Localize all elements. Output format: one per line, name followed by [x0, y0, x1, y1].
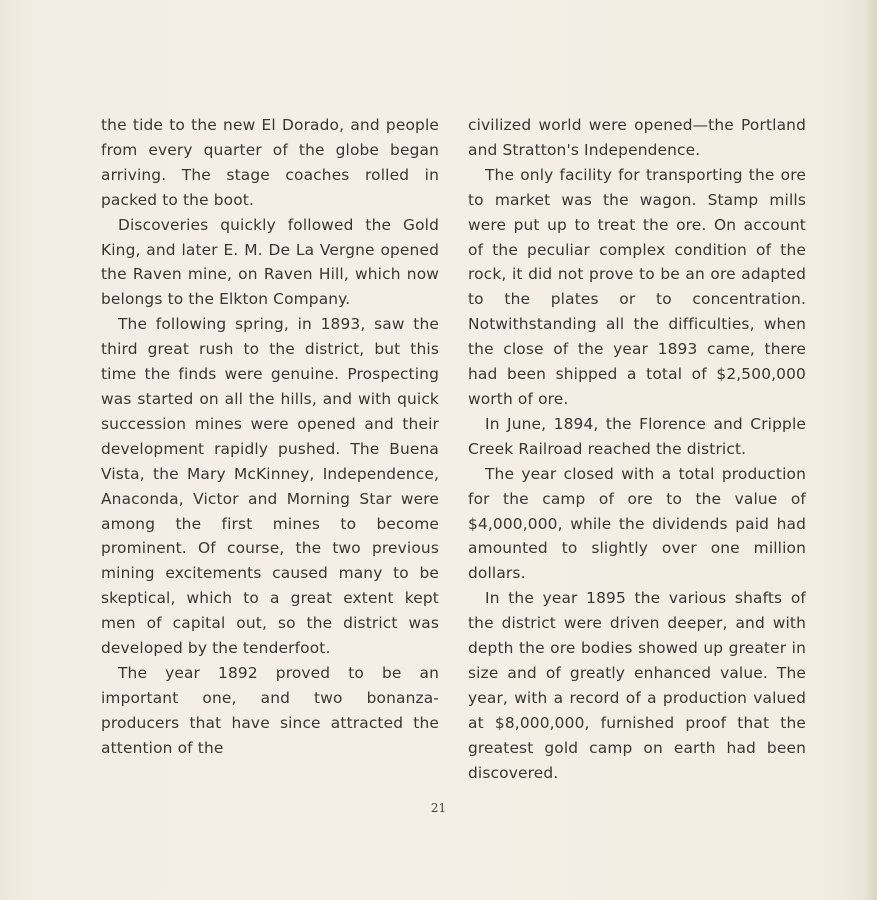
paragraph: The year 1892 proved to be an important one, and two bonanza-producers that have since attracted the attention of the: [101, 663, 439, 757]
paragraph: the tide to the new El Dorado, and people from every quarter of the globe began arriving. The stage coaches rolled in packed to the boot.: [101, 116, 439, 209]
paragraph: civilized world were opened—the Portland and Stratton's Independence.: [468, 116, 806, 159]
right-text-column: [468, 113, 806, 785]
paragraph: The only facility for transporting the ore to market was the wagon. Stamp mills were put up to treat the ore. On account of the peculiar complex condition of the rock, it did not prove to be an ore adapted to the plates or to concentration. Notwithstanding all the difficulties, when the close of the year 1893 came, there had been shipped a total of $2,500,000 worth of ore.: [468, 165, 806, 408]
paragraph: The following spring, in 1893, saw the third great rush to the district, but this time the finds were genuine. Prospecting was started on all the hills, and with quick succession mines were opened and their development rapidly pushed. The Buena Vista, the Mary McKinney, Independence, Anaconda, Victor and Morning Star were among the first mines to become prominent. Of course, the two previous mining excitements caused many to be skeptical, which to a great extent kept men of capital out, so the district was developed by the tenderfoot.: [101, 315, 439, 658]
paragraph: In June, 1894, the Florence and Cripple Creek Railroad reached the district.: [468, 414, 806, 458]
page-number: 21: [430, 801, 447, 815]
left-text-column: [101, 113, 439, 761]
paragraph: In the year 1895 the various shafts of the district were driven deeper, and with depth the ore bodies showed up greater in size and of greatly enhanced value. The year, with a record of a production valued at $8,000,000, furnished proof that the greatest gold camp on earth had been discovered.: [468, 589, 806, 782]
paragraph: The year closed with a total production for the camp of ore to the value of $4,000,000, while the dividends paid had amounted to slightly over one million dollars.: [468, 464, 806, 583]
page-edge-shadow: [863, 0, 877, 900]
paragraph: Discoveries quickly followed the Gold King, and later E. M. De La Vergne opened the Raven mine, on Raven Hill, which now belongs to the Elkton Company.: [101, 215, 439, 309]
